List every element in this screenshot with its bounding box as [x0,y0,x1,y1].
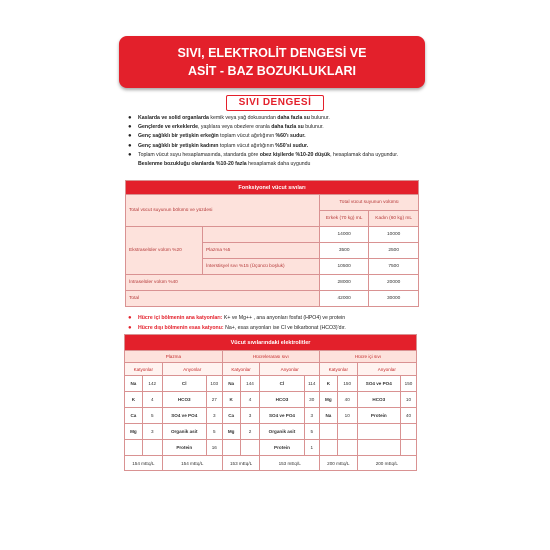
table-cell: 10500 [320,259,369,275]
cation-bullets [126,313,456,333]
functional-fluids-table [125,180,419,307]
row-label-total: Total [126,291,320,307]
column-header-male: Erkek (70 kg) mL [320,211,369,227]
column-header-left: Total vücut suyunun bölümü ve yüzdesi [126,195,320,227]
row-label-intracellular: İntraselüler volüm %40 [126,275,320,291]
total-cell: 200 mEq/L [319,456,357,471]
list-item: ● Hücre dışı bölmenin esas katyonu: Na+, esas anyonları ise Cl ve bikarbonat (HCO3)'dır. [128,325,346,331]
table-header: Vücut sıvılarındaki elektrolitler [125,335,417,351]
table-cell: 2500 [369,243,419,259]
total-cell: 200 mEq/L [357,456,416,471]
total-cell: 154 mEq/L [125,456,163,471]
table-cell: 20000 [369,275,419,291]
section-title: SIVI DENGESİ [226,95,324,111]
total-cell: 153 mEq/L [260,456,320,471]
table-row: Ca 5 SO4 ve PO4 3 Ca 3 SO4 ve PO4 3 Na 10 Protein 40 [125,408,417,424]
table-header: Fonksiyonel vücut sıvıları [126,181,419,195]
list-item: ● Genç sağlıklı bir yetişkin erkeğin toplam vücut ağırlığının %60'ı sudur. [126,132,456,141]
group-header-interstitial: Hücrelerarası sıvı [222,351,319,363]
bullet-icon: ● [128,142,132,149]
totals-row [125,456,417,471]
bullet-icon: ● [128,151,132,158]
table-cell: 10000 [369,227,419,243]
table-cell: 7500 [369,259,419,275]
column-header-right: Total vücut suyunun volümü [320,195,419,211]
list-item: ● Toplam vücut suyu hesaplamasında, standarda göre obez kişilerde %10-20 düşük, hesaplamak daha uygundur. [126,151,456,160]
table-cell: 42000 [320,291,369,307]
sub-header: Katyonlar [125,363,163,376]
bullet-icon: ● [128,124,132,131]
fluid-balance-bullets [126,114,456,169]
list-item: ● Gençlerde ve erkeklerde, yaşlılara veya obezlere oranla daha fazla su bulunur. [126,123,456,132]
group-header-plasma: Plazma [125,351,223,363]
total-cell: 154 mEq/L [162,456,222,471]
total-cell: 153 mEq/L [222,456,260,471]
table-row: K 4 HCO3 27 K 4 HCO3 30 Mg 40 HCO3 10 [125,392,417,408]
list-item: ● Genç sağlıklı bir yetişkin kadının toplam vücut ağırlığının %50'si sudur. [126,142,456,151]
row-label-extracellular: Ekstraselüler volüm %20 [126,227,203,275]
table-cell: 3500 [320,243,369,259]
chapter-title-banner [119,36,425,88]
bullet-icon: ● [128,325,132,331]
list-item: ● Kaslarda ve solid organlarda kemik veya yağ dokusundan daha fazla su bulunur. [126,114,456,123]
row-label-interstitial: İnterstisyel sıvı %15 (Üçüncü boşluk) [203,259,320,275]
sub-header: Anyonlar [260,363,320,376]
table-cell: 28000 [320,275,369,291]
electrolytes-table [124,334,417,471]
sub-header: Anyonlar [162,363,222,376]
bullet-icon: ● [128,115,132,121]
sub-header: Katyonlar [222,363,260,376]
list-item: ● Hücre içi bölmenin ana katyonları: K+ ve Mg++ , ana anyonları fosfat (HPO4) ve protein [128,315,346,321]
table-row: Mg 3 Organik asit 5 Mg 2 Organik asit 5 [125,424,417,440]
table-row: Protein 16 Protein 1 [125,440,417,456]
table-cell: 14000 [320,227,369,243]
bullet-icon: ● [128,315,132,321]
chapter-title-line2: ASİT - BAZ BOZUKLUKLARI [187,64,357,78]
column-header-female: Kadın (60 kg) mL [369,211,419,227]
group-header-intracellular: Hücre içi sıvı [319,351,416,363]
sub-header: Anyonlar [357,363,416,376]
bullet-icon: ● [128,133,132,140]
table-cell: 30000 [369,291,419,307]
list-item-continuation: Beslenme bozukluğu olanlarda %10-20 fazla hesaplamak daha uygundu [138,161,311,168]
chapter-title-line1: SIVI, ELEKTROLİT DENGESİ VE [177,46,367,60]
sub-header: Katyonlar [319,363,357,376]
row-label-plasma: Plazma %5 [203,243,320,259]
table-row: Na 142 Cl 103 Na 144 Cl 114 K 150 SO4 ve PO4 150 [125,376,417,392]
